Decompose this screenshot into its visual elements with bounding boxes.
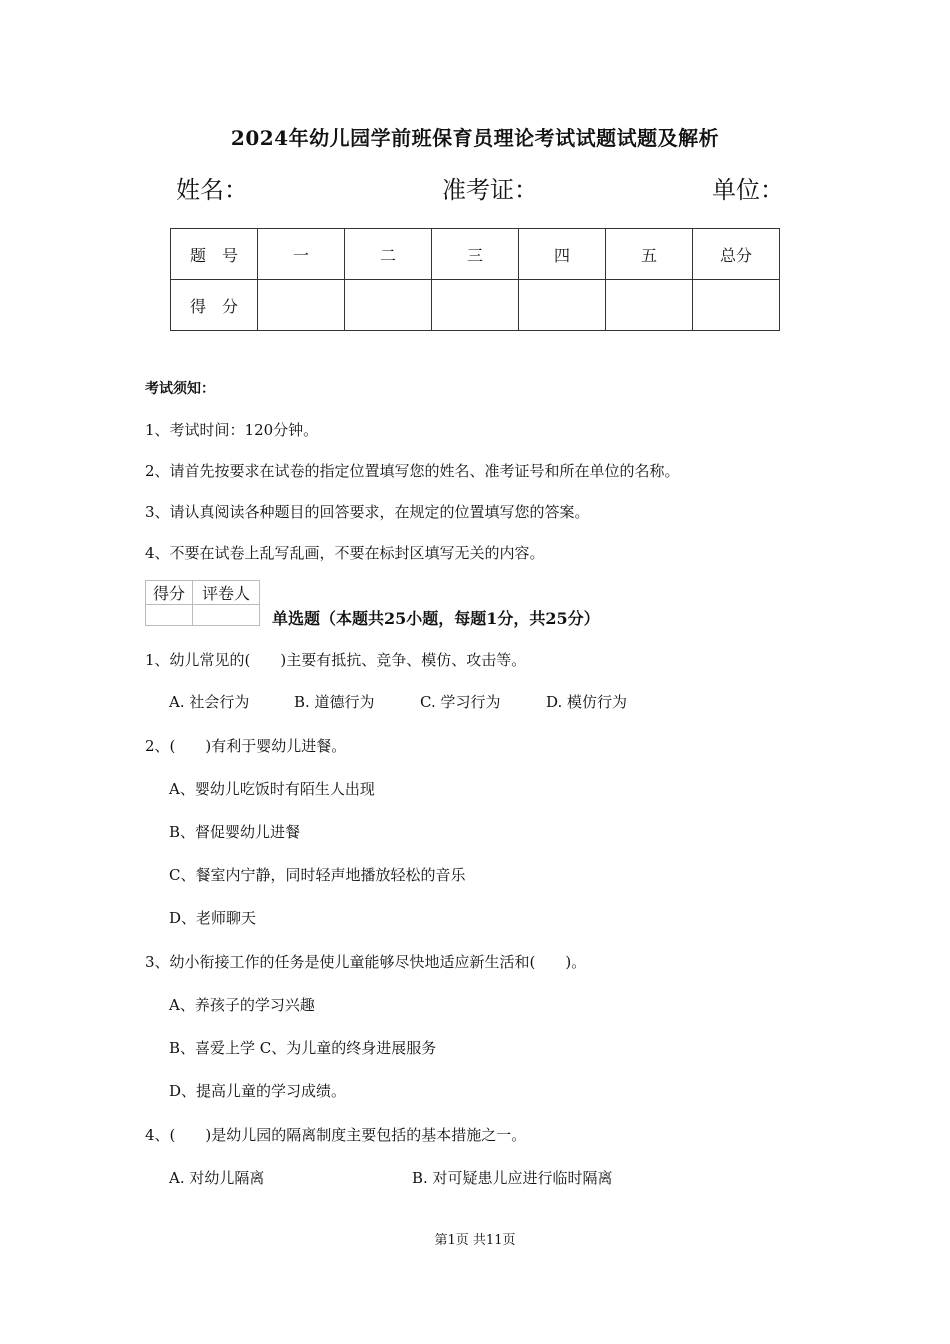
grader-box xyxy=(145,580,260,626)
question-option: C. 学习行为 xyxy=(420,693,501,711)
instruction-item: 2、请首先按要求在试卷的指定位置填写您的姓名、准考证号和所在单位的名称。 xyxy=(145,462,680,480)
grader-score-cell xyxy=(146,605,193,626)
score-table-header-cell: 一 xyxy=(258,229,345,280)
exam-number-field-label: 准考证： xyxy=(442,176,538,204)
score-table-header-row xyxy=(171,229,780,280)
question-option: D. 模仿行为 xyxy=(546,693,628,711)
question-option: B. 道德行为 xyxy=(294,693,375,711)
question-option: B、喜爱上学 C、为儿童的终身进展服务 xyxy=(169,1039,437,1057)
page-footer: 第1页 共11页 xyxy=(434,1233,516,1248)
question-stem: 4、( )是幼儿园的隔离制度主要包括的基本措施之一。 xyxy=(145,1126,527,1144)
score-row-label: 得 分 xyxy=(171,280,258,331)
section-title: 单选题（本题共25小题，每题1分，共25分） xyxy=(272,609,600,628)
question-option: A. 社会行为 xyxy=(169,693,250,711)
instructions-heading: 考试须知： xyxy=(145,381,215,397)
score-table xyxy=(170,228,780,331)
question-option: D、提高儿童的学习成绩。 xyxy=(169,1082,347,1100)
score-table-header-cell: 五 xyxy=(606,229,693,280)
question-option: D、老师聊天 xyxy=(169,909,257,927)
score-cell xyxy=(432,280,519,331)
instruction-item: 4、不要在试卷上乱写乱画，不要在标封区填写无关的内容。 xyxy=(145,544,545,562)
unit-field-label: 单位： xyxy=(712,176,784,204)
question-stem: 3、幼小衔接工作的任务是使儿童能够尽快地适应新生活和( )。 xyxy=(145,953,587,971)
score-cell xyxy=(693,280,780,331)
score-table-header-cell: 题 号 xyxy=(171,229,258,280)
grader-reviewer-cell xyxy=(193,605,260,626)
question-option: B、督促婴幼儿进餐 xyxy=(169,823,301,841)
question-stem: 2、( )有利于婴幼儿进餐。 xyxy=(145,737,347,755)
grader-score-label: 得分 xyxy=(146,581,193,605)
instruction-item: 3、请认真阅读各种题目的回答要求，在规定的位置填写您的答案。 xyxy=(145,503,590,521)
score-cell xyxy=(519,280,606,331)
document-title: 2024年幼儿园学前班保育员理论考试试题试题及解析 xyxy=(230,126,720,150)
score-table-score-row xyxy=(171,280,780,331)
grader-reviewer-label: 评卷人 xyxy=(193,581,260,605)
score-cell xyxy=(606,280,693,331)
name-field-label: 姓名： xyxy=(176,176,248,204)
question-option: C、餐室内宁静，同时轻声地播放轻松的音乐 xyxy=(169,866,466,884)
score-table-header-cell: 二 xyxy=(345,229,432,280)
score-table-header-cell: 四 xyxy=(519,229,606,280)
question-option: A. 对幼儿隔离 xyxy=(169,1169,265,1187)
score-cell xyxy=(258,280,345,331)
score-table-header-cell: 总分 xyxy=(693,229,780,280)
question-option: A、婴幼儿吃饭时有陌生人出现 xyxy=(169,780,375,798)
score-table-header-cell: 三 xyxy=(432,229,519,280)
question-option: B. 对可疑患儿应进行临时隔离 xyxy=(412,1169,613,1187)
question-stem: 1、幼儿常见的( )主要有抵抗、竞争、模仿、攻击等。 xyxy=(145,651,527,669)
instruction-item: 1、考试时间：120分钟。 xyxy=(145,421,319,439)
question-option: A、养孩子的学习兴趣 xyxy=(169,996,315,1014)
score-cell xyxy=(345,280,432,331)
